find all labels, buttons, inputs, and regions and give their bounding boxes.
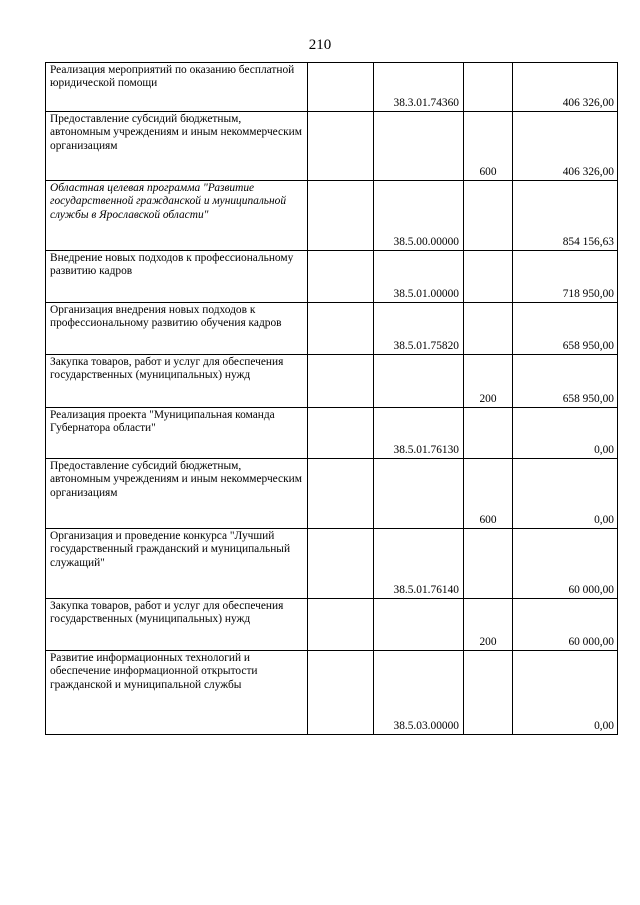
row-amount: 658 950,00 [513,355,618,408]
row-code: 38.5.03.00000 [374,651,464,735]
row-type: 600 [464,112,513,181]
row-name: Развитие информационных технологий и обеспечение информационной открытости гражданской и муниципальной службы [46,651,308,735]
row-code: 38.5.01.76130 [374,408,464,459]
row-code: 38.5.01.76140 [374,529,464,599]
empty-cell [308,63,374,112]
row-code [374,599,464,651]
empty-cell [308,459,374,529]
empty-cell [308,303,374,355]
row-amount: 718 950,00 [513,251,618,303]
row-name: Реализация проекта "Муниципальная команда Губернатора области" [46,408,308,459]
empty-cell [308,651,374,735]
row-type [464,651,513,735]
row-code: 38.5.01.00000 [374,251,464,303]
row-name: Закупка товаров, работ и услуг для обеспечения государственных (муниципальных) нужд [46,599,308,651]
row-amount: 60 000,00 [513,529,618,599]
row-type: 600 [464,459,513,529]
row-amount: 406 326,00 [513,63,618,112]
row-amount: 0,00 [513,651,618,735]
row-type [464,408,513,459]
table-row [46,651,618,735]
row-code [374,459,464,529]
table-row [46,303,618,355]
row-type [464,303,513,355]
table-row [46,408,618,459]
table-row [46,459,618,529]
table-row [46,181,618,251]
empty-cell [308,251,374,303]
row-type: 200 [464,599,513,651]
row-amount: 658 950,00 [513,303,618,355]
table-row [46,112,618,181]
empty-cell [308,529,374,599]
empty-cell [308,408,374,459]
table-row [46,251,618,303]
row-code: 38.5.01.75820 [374,303,464,355]
row-code [374,112,464,181]
row-name: Реализация мероприятий по оказанию бесплатной юридической помощи [46,63,308,112]
empty-cell [308,112,374,181]
row-amount: 854 156,63 [513,181,618,251]
row-code: 38.5.00.00000 [374,181,464,251]
row-name: Организация и проведение конкурса "Лучший государственный гражданский и муниципальный служащий" [46,529,308,599]
row-code [374,355,464,408]
row-type: 200 [464,355,513,408]
row-amount: 0,00 [513,408,618,459]
table-row [46,599,618,651]
page-number: 210 [308,37,332,53]
empty-cell [308,599,374,651]
table-row [46,63,618,112]
table-row [46,529,618,599]
row-name: Внедрение новых подходов к профессиональному развитию кадров [46,251,308,303]
row-name: Предоставление субсидий бюджетным, автономным учреждениям и иным некоммерческим организациям [46,112,308,181]
budget-table [45,62,618,735]
row-type [464,529,513,599]
empty-cell [308,181,374,251]
row-code: 38.3.01.74360 [374,63,464,112]
row-name: Предоставление субсидий бюджетным, автономным учреждениям и иным некоммерческим организациям [46,459,308,529]
row-name: Областная целевая программа "Развитие государственной гражданской и муниципальной службы в Ярославской области" [46,181,308,251]
table-row [46,355,618,408]
row-type [464,251,513,303]
row-type [464,63,513,112]
row-amount: 0,00 [513,459,618,529]
row-name: Организация внедрения новых подходов к профессиональному развитию обучения кадров [46,303,308,355]
empty-cell [308,355,374,408]
row-name: Закупка товаров, работ и услуг для обеспечения государственных (муниципальных) нужд [46,355,308,408]
row-amount: 406 326,00 [513,112,618,181]
row-amount: 60 000,00 [513,599,618,651]
row-type [464,181,513,251]
